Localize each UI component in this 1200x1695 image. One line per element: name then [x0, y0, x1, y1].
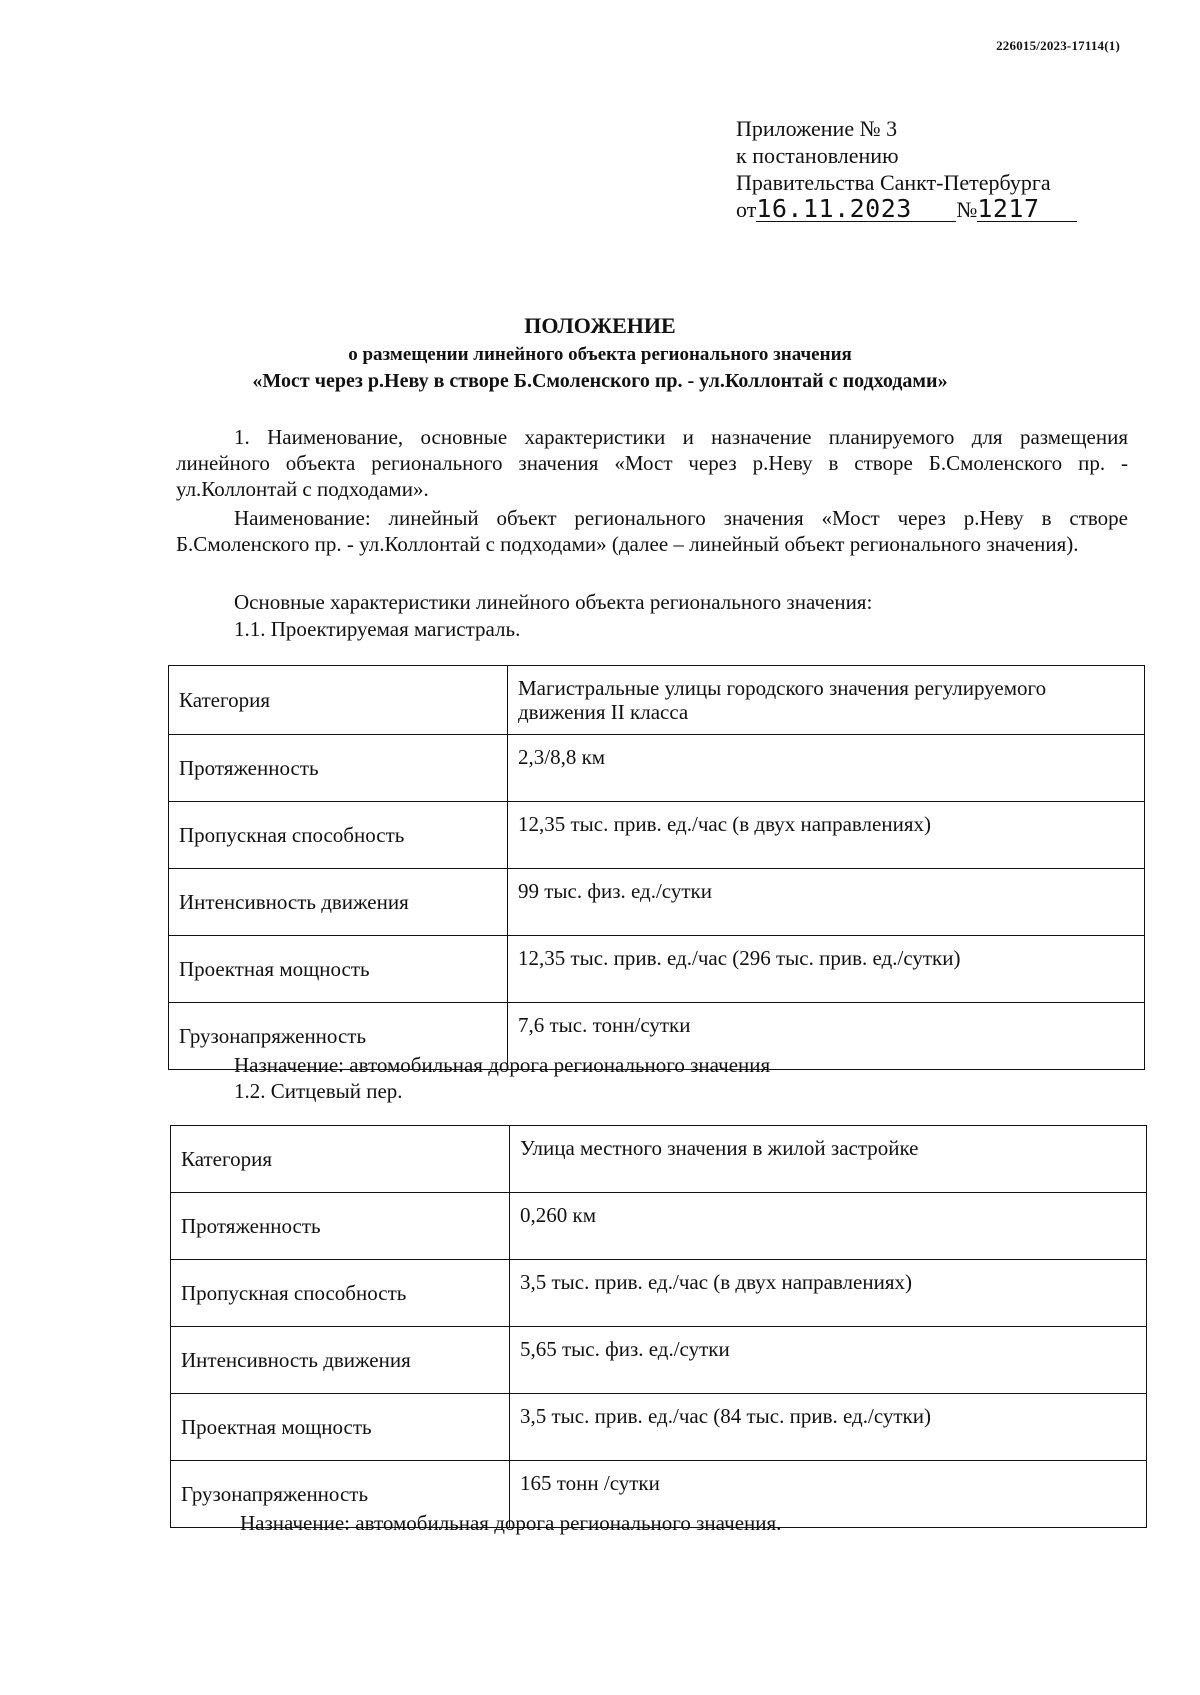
table-row [171, 1260, 1147, 1327]
table-row [169, 936, 1145, 1003]
appendix-government-label: Правительства Санкт-Петербурга [736, 170, 1051, 195]
table-key: Пропускная способность [169, 802, 508, 869]
resolution-date: 16.11.2023 [756, 194, 912, 223]
table-key: Интенсивность движения [169, 869, 508, 936]
paragraph-characteristics: Основные характеристики линейного объекта регионального значения: [234, 590, 873, 614]
document-title [0, 312, 1200, 394]
title-heading: ПОЛОЖЕНИЕ [524, 313, 676, 338]
table-value: 3,5 тыс. прив. ед./час (84 тыс. прив. ед./сутки) [510, 1394, 1147, 1461]
table-value: 12,35 тыс. прив. ед./час (в двух направлениях) [508, 802, 1145, 869]
table-key: Протяженность [169, 735, 508, 802]
paragraph-name: Наименование: линейный объект регионального значения «Мост через р.Неву в створе Б.Смоленского пр. - ул.Коллонтай с подходами» (далее – линейный объект регионального значения). [176, 506, 1128, 556]
table-row [169, 666, 1145, 735]
table-value: 99 тыс. физ. ед./сутки [508, 869, 1145, 936]
table-sittsevy-lane [170, 1125, 1147, 1528]
table-key: Проектная мощность [171, 1394, 510, 1461]
table-value: 5,65 тыс. физ. ед./сутки [510, 1327, 1147, 1394]
date-prefix: от [736, 197, 757, 222]
resolution-number: 1217 [977, 194, 1040, 223]
table-row [171, 1126, 1147, 1193]
appendix-resolution-label: к постановлению [736, 143, 899, 168]
table-key: Грузонапряженность [169, 1003, 508, 1070]
table-row [169, 735, 1145, 802]
table-value: Улица местного значения в жилой застройке [510, 1126, 1147, 1193]
table-row [171, 1394, 1147, 1461]
table-key: Грузонапряженность [171, 1461, 510, 1528]
table-row [171, 1193, 1147, 1260]
title-object-name: «Мост через р.Неву в створе Б.Смоленского пр. - ул.Коллонтай с подходами» [252, 370, 948, 392]
appendix-block [736, 115, 1077, 223]
table-main-road [168, 665, 1145, 1070]
table-row [169, 802, 1145, 869]
number-prefix: № [956, 197, 978, 222]
table-row [171, 1327, 1147, 1394]
table-row [169, 869, 1145, 936]
table-key: Категория [171, 1126, 510, 1193]
table-value: 7,6 тыс. тонн/сутки [508, 1003, 1145, 1070]
table-value: 3,5 тыс. прив. ед./час (в двух направлениях) [510, 1260, 1147, 1327]
purpose-1: Назначение: автомобильная дорога регионального значения [234, 1053, 771, 1077]
appendix-date-line [736, 196, 1077, 223]
table-key: Категория [169, 666, 508, 735]
purpose-2: Назначение: автомобильная дорога регионального значения. [240, 1511, 782, 1535]
appendix-title: Приложение № 3 [736, 116, 898, 141]
table-key: Пропускная способность [171, 1260, 510, 1327]
section-1-2-heading: 1.2. Ситцевый пер. [234, 1079, 403, 1103]
title-subtitle: о размещении линейного объекта регионального значения [348, 344, 852, 365]
paragraph-1: 1. Наименование, основные характеристики и назначение планируемого для размещения линейного объекта регионального значения «Мост через р.Неву в створе Б.Смоленского пр. - ул.Коллонтай с подходами». [176, 425, 1128, 501]
table-value: Магистральные улицы городского значения регулируемого движения II класса [508, 666, 1145, 735]
table-value: 165 тонн /сутки [510, 1461, 1147, 1528]
table-value: 2,3/8,8 км [508, 735, 1145, 802]
table-key: Проектная мощность [169, 936, 508, 1003]
table-value: 12,35 тыс. прив. ед./час (296 тыс. прив. ед./сутки) [508, 936, 1145, 1003]
table-key: Протяженность [171, 1193, 510, 1260]
table-key: Интенсивность движения [171, 1327, 510, 1394]
document-number: 226015/2023-17114(1) [996, 38, 1120, 53]
section-1-1-heading: 1.1. Проектируемая магистраль. [234, 617, 521, 641]
table-value: 0,260 км [510, 1193, 1147, 1260]
